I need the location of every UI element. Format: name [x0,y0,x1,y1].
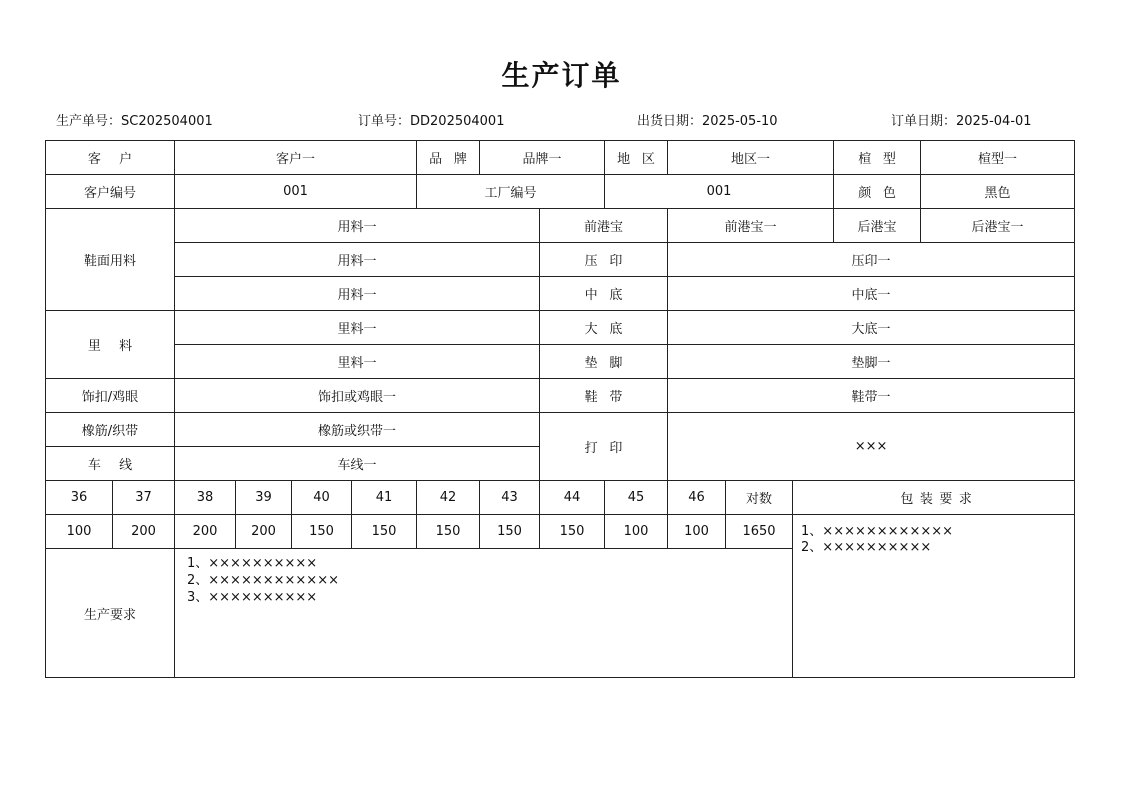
order-no: 订单号：DD202504001 [358,114,505,129]
print-value: ××× [668,413,1075,481]
pairs-header: 对数 [726,481,793,515]
lining-label: 里料 [46,311,175,379]
lining-material-1: 里料一 [175,311,540,345]
ship-date: 出货日期：2025-05-10 [637,114,778,129]
region-label: 地区 [605,141,668,175]
size-quantity: 200 [113,515,175,549]
size-quantity: 150 [292,515,352,549]
upper-material-2: 用料一 [175,243,540,277]
factory-code-value: 001 [605,175,834,209]
midsole-label: 中底 [540,277,668,311]
order-date: 订单日期：2025-04-01 [891,114,1032,129]
toe-puff-label: 前港宝 [540,209,668,243]
outsole-label: 大底 [540,311,668,345]
region-value: 地区一 [668,141,834,175]
emboss-value: 压印一 [668,243,1075,277]
size-header: 42 [417,481,480,515]
last-label: 楦型 [834,141,921,175]
elastic-value: 橡筋或织带一 [175,413,540,447]
lace-label: 鞋带 [540,379,668,413]
trim-value: 饰扣或鸡眼一 [175,379,540,413]
upper-material-1: 用料一 [175,209,540,243]
size-header: 36 [46,481,113,515]
requirements-text: 1、×××××××××× 2、×××××××××××× 3、×××××××××× [175,549,793,678]
factory-code-label: 工厂编号 [417,175,605,209]
thread-value: 车线一 [175,447,540,481]
customer-code-label: 客户编号 [46,175,175,209]
size-quantity: 150 [540,515,605,549]
size-header: 44 [540,481,605,515]
insole-value: 垫脚一 [668,345,1075,379]
size-quantity: 200 [236,515,292,549]
color-label: 颜色 [834,175,921,209]
size-quantity: 150 [352,515,417,549]
size-header: 39 [236,481,292,515]
page-title: 生产订单 [501,59,622,92]
trim-label: 饰扣/鸡眼 [46,379,175,413]
size-header: 37 [113,481,175,515]
heel-counter-value: 后港宝一 [921,209,1075,243]
lace-value: 鞋带一 [668,379,1075,413]
insole-label: 垫脚 [540,345,668,379]
last-value: 楦型一 [921,141,1075,175]
outsole-value: 大底一 [668,311,1075,345]
size-header: 41 [352,481,417,515]
size-header: 38 [175,481,236,515]
print-label: 打印 [540,413,668,481]
packing-label: 包装要求 [793,481,1075,515]
size-header: 43 [480,481,540,515]
size-quantity: 200 [175,515,236,549]
size-quantity: 100 [668,515,726,549]
packing-requirements: 1、×××××××××××× 2、×××××××××× [793,515,1075,678]
customer-code-value: 001 [175,175,417,209]
requirements-label: 生产要求 [46,549,175,678]
brand-label: 品牌 [417,141,480,175]
total-pairs: 1650 [726,515,793,549]
size-quantity: 150 [480,515,540,549]
elastic-label: 橡筋/织带 [46,413,175,447]
toe-puff-value: 前港宝一 [668,209,834,243]
thread-label: 车线 [46,447,175,481]
size-header: 46 [668,481,726,515]
upper-label: 鞋面用料 [46,209,175,311]
production-no: 生产单号：SC202504001 [56,114,213,129]
order-table [45,140,1075,678]
size-header: 40 [292,481,352,515]
heel-counter-label: 后港宝 [834,209,921,243]
lining-material-2: 里料一 [175,345,540,379]
customer-value: 客户一 [175,141,417,175]
midsole-value: 中底一 [668,277,1075,311]
brand-value: 品牌一 [480,141,605,175]
customer-label: 客户 [46,141,175,175]
emboss-label: 压印 [540,243,668,277]
color-value: 黑色 [921,175,1075,209]
size-quantity: 100 [46,515,113,549]
size-quantity: 100 [605,515,668,549]
upper-material-3: 用料一 [175,277,540,311]
size-quantity: 150 [417,515,480,549]
size-header: 45 [605,481,668,515]
